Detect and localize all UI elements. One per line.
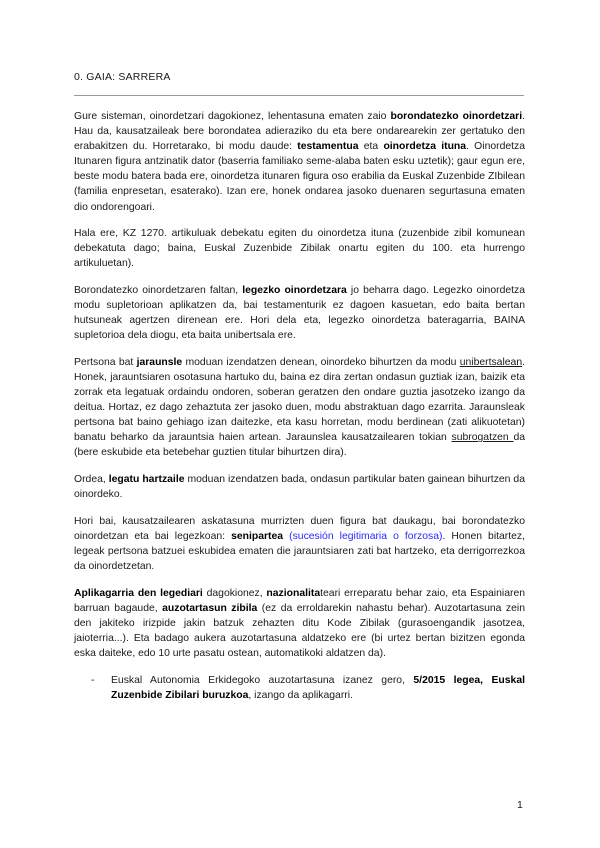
text-run: Pertsona bat [74, 356, 137, 368]
text-run: Borondatezko oinordetzaren faltan, [74, 284, 243, 296]
text-run: Euskal Autonomia Erkidegoko auzotartasuna izanez gero, [111, 674, 414, 686]
bold-text: borondatezko oinordetzari [390, 111, 523, 122]
text-run: . Honen bitartez, legeak pertsona batzuei eskubidea ematen die jarauntsiaren zati bat hartzeko, eta derrigorrezkoa da oinordetzetan. [74, 530, 526, 572]
text-run: . Honek, jarauntsiaren osotasuna hartuko du, baina ez dira zertan ondasun guztiak izan, baizik eta zorrak eta legatuak ordaindu ondoren, soberan geratzen den ondare guztia jasotzeko izango da deitua. Hortaz, ez dago zehaztuta zer jasoko duen, modu abstraktuan dago ezarrita. Jaraunsleak pertsona bat baino gehiago izan daitezke, eta kasu horretan, modu berdinean (zati alikuotetan) banatu beharko da jarauntsia haien artean. Jaraunslea kausatzailearen tokian [74, 356, 525, 444]
text-run: Gure sisteman, oinordetzari dagokionez, lehentasuna ematen zaio [74, 111, 391, 122]
document-body [74, 109, 525, 703]
bold-text: jaraunsle [136, 356, 183, 368]
text-run: Ordea, [74, 473, 109, 485]
bold-text: Aplikagarria den legediari [74, 587, 203, 599]
text-run: dagokionez, [202, 587, 267, 599]
text-run: jo beharra dago. Legezko oinordetza modu supletorioan aplikatzen da, bai testamenturik ez dagoen kasuetan, edo baita bertan hutsuneak agertzen direnean ere. Hori dela eta, legezko oinordetza bateragarria, BAINA supletorioa dela diogu, eta baita unibertsala ere. [74, 284, 525, 342]
bold-text: legatu hartzaile [108, 473, 185, 485]
bold-text: nazionalita [266, 587, 321, 599]
bold-text: 5/2015 legea, Euskal Zuzenbide Zibilari buruzkoa [111, 674, 525, 701]
page-number: 1 [517, 799, 523, 811]
bullet-item [91, 673, 525, 703]
paragraph [74, 109, 525, 215]
paragraph [74, 283, 525, 343]
bold-text: senipartea [231, 530, 284, 542]
text-run: Hala ere, KZ 1270. artikuluak debekatu egiten du oinordetza ituna (zuzenbide zibil komunean debekatuta dago; baina, Euskal Zuzenbide Zibilak onartu egiten du 100. eta hurrengo artikuluetan). [74, 228, 525, 270]
text-run: Hori bai, kausatzailearen askatasuna murrizten duen figura bat daukagu, bai borondatezko oinordetzan eta bai legezkoan: [74, 515, 525, 542]
underlined-text: subrogatzen [451, 432, 514, 444]
underlined-text: unibertsalean [459, 356, 523, 368]
bullet-text [111, 673, 525, 703]
text-run: eta [358, 141, 384, 153]
text-run: da (bere eskubide eta betebehar guztien titular bihurtzen dira). [74, 432, 525, 459]
bold-text: auzotartasun zibila [162, 602, 258, 614]
bullet-marker: - [91, 674, 95, 686]
highlight-link-text: (sucesión legitimaria o forzosa) [289, 530, 443, 542]
text-run: moduan izendatzen denean, oinordeko bihurtzen da modu [182, 356, 460, 368]
section-title: 0. GAIA: SARRERA [74, 71, 171, 83]
text-run: , izango da aplikagarri. [248, 689, 353, 701]
paragraph [74, 472, 525, 502]
text-run: (ez da erroldarekin nahastu behar). Auzotartasuna zein den jakiteko irizpide jakin batzuk zehazten ditu Kode Zibilak (gurasoengandik jasotzea, jaioterria...). Eta badago aukera auzotartasuna aldatzeko ere (bi urtez bertan bizitzen egonda eska daiteke, edo 10 urte pasatu ostean, automatikoki aldatzen da). [74, 602, 525, 659]
text-run: moduan izendatzen bada, ondasun partikular baten gainean bihurtzen da oinordeko. [74, 473, 525, 501]
bold-text: oinordetza ituna [383, 141, 467, 153]
text-run: . Oinordetza Itunaren figura antzinatik dator (baserria familiako seme-alaba baten esku uztetik); gaur egun ere, beste modu batera bada ere, oinordetza itunaren figura oso erabilia da Euskal Zuzenbide ZIbilean (familia enpresetan, esaterako). Izan ere, honek ondarea jasoko duenaren segurtasuna ematen dio ondorengoari. [74, 141, 526, 213]
paragraph [74, 355, 525, 461]
bold-text: testamentua [297, 141, 359, 153]
paragraph [74, 514, 525, 574]
paragraph [74, 586, 525, 661]
paragraph [74, 226, 525, 271]
text-run: . Hau da, kausatzaileak bere borondatea adieraziko du eta bere ondarearekin zer gertatuko den erabakitzen du. Horretarako, bi modu daude: [74, 111, 525, 153]
title-divider [74, 95, 524, 96]
bold-text: legezko oinordetzara [242, 284, 347, 296]
text-run: teari erreparatu behar zaio, eta Espainiaren barruan bagaude, [74, 587, 526, 614]
